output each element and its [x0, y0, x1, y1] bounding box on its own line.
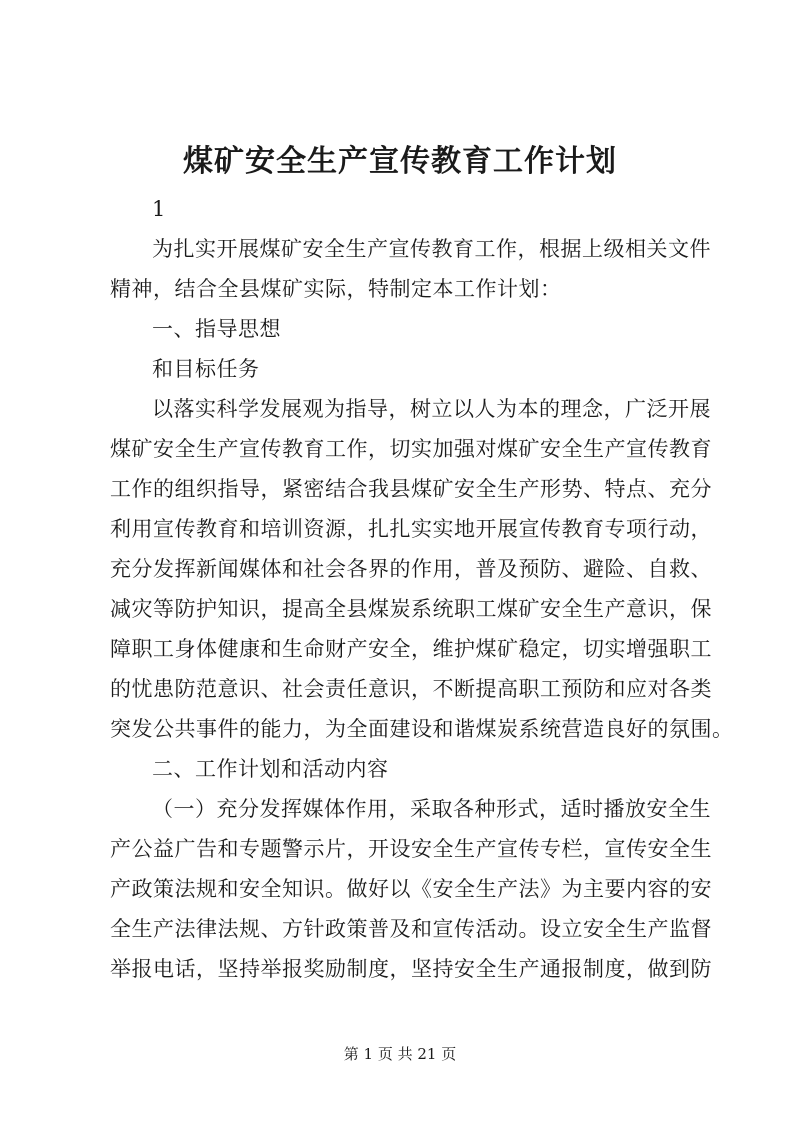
paragraph-line: 举报电话，坚持举报奖励制度，坚持安全生产通报制度，做到防	[110, 957, 712, 981]
paragraph-line: 的忧患防范意识、社会责任意识，不断提高职工预防和应对各类	[110, 677, 712, 701]
paragraph-line: 利用宣传教育和培训资源，扎扎实实地开展宣传教育专项行动，	[110, 517, 712, 541]
heading-work-plan: 二、工作计划和活动内容	[152, 757, 389, 781]
paragraph-line: 障职工身体健康和生命财产安全，维护煤矿稳定，切实增强职工	[110, 637, 712, 661]
paragraph-line: 产政策法规和安全知识。做好以《安全生产法》为主要内容的安	[110, 877, 712, 901]
paragraph-line: 突发公共事件的能力，为全面建设和谐煤炭系统营造良好的氛围。	[110, 717, 734, 741]
page-footer: 第 1 页 共 21 页	[343, 1045, 457, 1063]
paragraph-line: 产公益广告和专题警示片，开设安全生产宣传专栏，宣传安全生	[110, 837, 712, 861]
paragraph-line: 工作的组织指导，紧密结合我县煤矿安全生产形势、特点、充分	[110, 477, 712, 501]
paragraph-line: 减灾等防护知识，提高全县煤炭系统职工煤矿安全生产意识，保	[110, 597, 712, 621]
paragraph-line: 精神，结合全县煤矿实际，特制定本工作计划：	[110, 277, 562, 301]
paragraph-line: 煤矿安全生产宣传教育工作，切实加强对煤矿安全生产宣传教育	[110, 437, 712, 461]
paragraph-line: 全生产法律法规、方针政策普及和宣传活动。设立安全生产监督	[110, 917, 712, 941]
paragraph-line: 为扎实开展煤矿安全生产宣传教育工作，根据上级相关文件	[152, 237, 711, 261]
heading-goals-tasks: 和目标任务	[152, 357, 260, 381]
paragraph-line: 以落实科学发展观为指导，树立以人为本的理念，广泛开展	[152, 397, 711, 421]
document-title: 煤矿安全生产宣传教育工作计划	[183, 144, 617, 179]
paragraph-line: 充分发挥新闻媒体和社会各界的作用，普及预防、避险、自救、	[110, 557, 712, 581]
section-number: 1	[152, 197, 166, 221]
paragraph-line: （一）充分发挥媒体作用，采取各种形式，适时播放安全生	[152, 797, 711, 821]
heading-guiding-ideology: 一、指导思想	[152, 317, 281, 341]
